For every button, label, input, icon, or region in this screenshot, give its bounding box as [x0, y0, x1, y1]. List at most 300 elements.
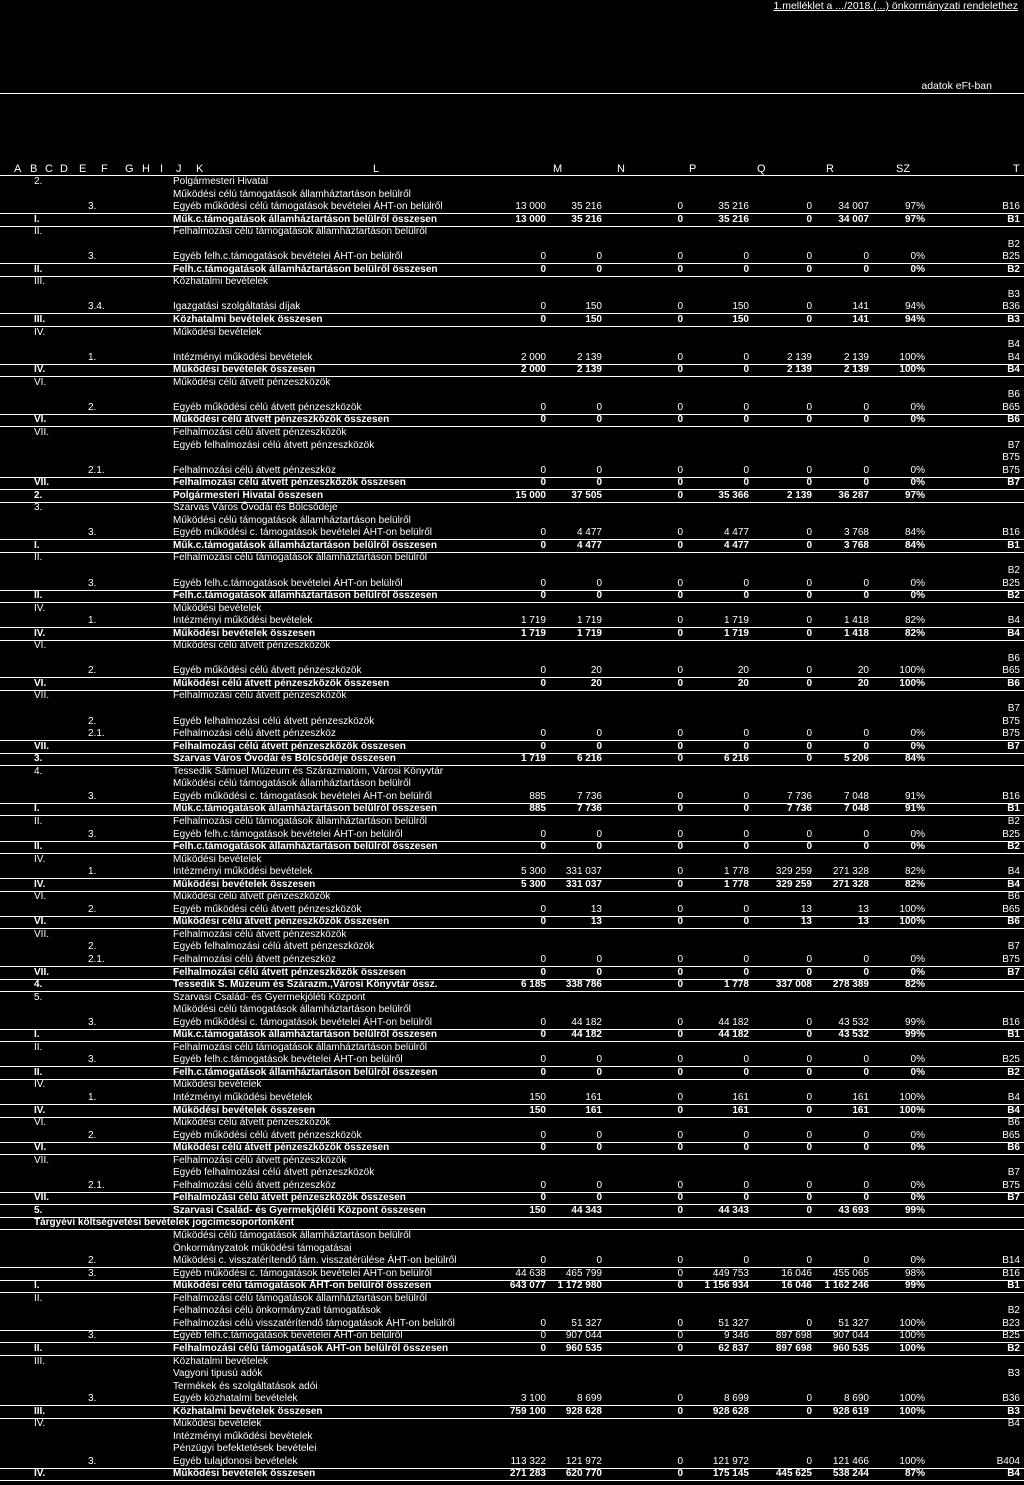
value-cell: 44 182 — [718, 1016, 749, 1028]
value-cell: 0 — [806, 1054, 812, 1066]
value-cell: 0 — [806, 677, 812, 689]
row-level: I. — [34, 1280, 40, 1292]
value-cell: 0 — [743, 966, 749, 978]
value-cell: 100% — [899, 1330, 925, 1342]
table-row — [0, 440, 1024, 452]
value-cell: 150 — [529, 1092, 546, 1103]
row-label: Működési bevételek összesen — [173, 1104, 316, 1116]
table-row — [0, 1318, 1024, 1331]
row-label: Intézményi működési bevételek — [173, 615, 313, 627]
row-code: B2 — [1007, 564, 1020, 576]
value-cell: 885 — [529, 803, 546, 815]
value-cell: 113 322 — [510, 1455, 546, 1467]
row-code: B75 — [1002, 715, 1020, 727]
table-row — [0, 615, 1024, 628]
row-label: Működési bevételek összesen — [173, 364, 316, 376]
row-subnumber: 3. — [88, 1054, 97, 1066]
row-label: Egyéb felh.c.támogatások bevételei ÁHT-on belülről — [173, 828, 403, 840]
row-code: B7 — [1007, 1192, 1020, 1204]
row-code: B6 — [1007, 891, 1020, 903]
value-cell: 51 327 — [718, 1317, 749, 1329]
row-level: IV. — [34, 1468, 46, 1480]
table-row — [0, 377, 1024, 389]
table-row — [0, 854, 1024, 866]
value-cell: 16 046 — [781, 1267, 812, 1279]
value-cell: 0 — [677, 1192, 683, 1204]
row-label: Szarvasi Család- és Gyermekjóléti Központ — [173, 991, 366, 1003]
value-cell: 150 — [732, 301, 749, 313]
value-cell: 0 — [806, 251, 812, 263]
table-row — [0, 728, 1024, 741]
value-cell: 20 — [737, 665, 749, 677]
value-cell: 0 — [743, 251, 749, 263]
table-row — [0, 1443, 1024, 1455]
row-level: VI. — [34, 376, 47, 388]
row-code: B23 — [1002, 1317, 1020, 1329]
row-level: III. — [34, 276, 46, 288]
row-level: VII. — [34, 1192, 50, 1204]
row-code: B25 — [1002, 828, 1020, 840]
value-cell: 0 — [677, 263, 683, 275]
table-row — [0, 992, 1024, 1004]
table-row — [0, 841, 1024, 854]
value-cell: 0 — [863, 577, 869, 589]
value-cell: 0 — [806, 753, 812, 765]
row-code: B25 — [1002, 577, 1020, 589]
value-cell: 0 — [677, 903, 683, 915]
row-level: IV. — [34, 1104, 46, 1116]
value-cell: 44 638 — [515, 1267, 546, 1279]
row-subnumber: 3. — [88, 527, 97, 539]
table-row — [0, 1330, 1024, 1343]
table-row — [0, 552, 1024, 564]
value-cell: 0 — [540, 527, 546, 539]
value-cell: 161 — [585, 1104, 602, 1116]
value-cell: 0% — [910, 966, 925, 978]
value-cell: 0% — [910, 464, 925, 476]
table-row — [0, 1305, 1024, 1317]
table-row — [0, 1079, 1024, 1091]
value-cell: 0 — [677, 677, 683, 689]
value-cell: 161 — [732, 1092, 749, 1103]
column-letter: E — [79, 163, 87, 175]
value-cell: 0 — [743, 351, 749, 363]
value-cell: 100% — [899, 1393, 925, 1405]
value-cell: 100% — [899, 364, 925, 376]
row-code: B36 — [1002, 301, 1020, 313]
value-cell: 100% — [899, 1405, 925, 1417]
value-cell: 0 — [677, 1317, 683, 1329]
value-cell: 0 — [863, 263, 869, 275]
value-cell: 0 — [677, 615, 683, 627]
value-cell: 0 — [540, 740, 546, 752]
row-code: B65 — [1002, 1129, 1020, 1141]
value-cell: 449 753 — [712, 1267, 749, 1279]
table-row — [0, 1017, 1024, 1030]
value-cell: 0 — [596, 401, 602, 413]
row-label: Működési célú átvett pénzeszközök — [173, 891, 331, 903]
value-cell: 960 535 — [565, 1342, 602, 1354]
value-cell: 0 — [540, 728, 546, 740]
row-label: Felhalmozási célú támogatások ÁHT-on belülről összesen — [173, 1342, 449, 1354]
value-cell: 161 — [852, 1104, 869, 1116]
value-cell: 0 — [677, 979, 683, 991]
value-cell: 0 — [596, 841, 602, 853]
value-cell: 0 — [677, 414, 683, 426]
value-cell: 0 — [677, 251, 683, 263]
value-cell: 0 — [596, 966, 602, 978]
table-row — [0, 1356, 1024, 1368]
table-row — [0, 1343, 1024, 1356]
value-cell: 91% — [904, 790, 925, 802]
value-cell: 0 — [863, 953, 869, 965]
value-cell: 8 699 — [723, 1393, 749, 1405]
value-cell: 0 — [596, 590, 602, 602]
row-code: B7 — [1007, 1167, 1020, 1179]
value-cell: 0 — [743, 1066, 749, 1078]
table-row — [0, 967, 1024, 980]
value-cell: 0 — [743, 1255, 749, 1267]
value-cell: 1 778 — [723, 866, 749, 878]
row-label: Felhalmozási célú támogatások államháztartáson belülről — [173, 1292, 428, 1304]
row-subnumber: 2.1. — [88, 728, 105, 740]
row-level: IV. — [34, 602, 46, 614]
value-cell: 0 — [743, 903, 749, 915]
row-level: IV. — [34, 326, 46, 338]
value-cell: 0 — [743, 916, 749, 928]
value-cell: 0 — [540, 1192, 546, 1204]
value-cell: 0 — [863, 1054, 869, 1066]
value-cell: 0 — [596, 1054, 602, 1066]
table-row — [0, 1192, 1024, 1205]
table-row — [0, 1167, 1024, 1179]
value-cell: 885 — [529, 790, 546, 802]
table-row — [0, 690, 1024, 702]
table-row — [0, 1230, 1024, 1242]
row-code: B6 — [1007, 1117, 1020, 1129]
row-label: Felhalmozási célú átvett pénzeszköz — [173, 728, 336, 740]
row-label: Pénzügyi befektetések bevételei — [173, 1443, 317, 1455]
row-level: IV. — [34, 878, 46, 890]
value-cell: 6 185 — [520, 979, 546, 991]
value-cell: 0 — [540, 1342, 546, 1354]
column-letter: R — [826, 163, 834, 175]
value-cell: 0 — [677, 314, 683, 326]
row-label: Termékek és szolgáltatások adói — [173, 1380, 318, 1392]
table-row — [0, 239, 1024, 251]
value-cell: 35 216 — [571, 201, 602, 213]
value-cell: 0 — [540, 1330, 546, 1342]
value-cell: 51 327 — [838, 1317, 869, 1329]
row-code: B2 — [1007, 1342, 1020, 1354]
value-cell: 928 628 — [565, 1405, 602, 1417]
row-label: Közhatalmi bevételek összesen — [173, 1405, 323, 1417]
row-label: Működési célú átvett pénzeszközök — [173, 1117, 331, 1129]
row-label: Felh.c.támogatások államháztartáson belülről összesen — [173, 1066, 438, 1078]
value-cell: 0 — [743, 1142, 749, 1154]
value-cell: 0 — [540, 1054, 546, 1066]
value-cell: 0 — [863, 1129, 869, 1141]
table-row — [0, 665, 1024, 678]
value-cell: 13 — [590, 916, 602, 928]
table-row — [0, 1255, 1024, 1268]
row-code: B1 — [1007, 803, 1020, 815]
value-cell: 0 — [806, 1393, 812, 1405]
row-subnumber: 1. — [88, 615, 97, 627]
value-cell: 0 — [540, 916, 546, 928]
row-label: Felhalmozási célú átvett pénzeszközök összesen — [173, 740, 406, 752]
row-code: B16 — [1002, 790, 1020, 802]
value-cell: 0 — [677, 577, 683, 589]
value-cell: 0 — [806, 615, 812, 627]
value-cell: 0 — [677, 1393, 683, 1405]
value-cell: 0 — [540, 1142, 546, 1154]
table-row — [0, 1381, 1024, 1393]
value-cell: 2 139 — [843, 351, 869, 363]
row-label: Működési célú átvett pénzeszközök összesen — [173, 916, 390, 928]
row-code: B7 — [1007, 941, 1020, 953]
row-subnumber: 3. — [88, 201, 97, 213]
row-subnumber: 3. — [88, 1267, 97, 1279]
row-label: Tessedik Sámuel Múzeum és Szárazmalom, Városi Könyvtár — [173, 765, 444, 777]
table-row — [0, 565, 1024, 577]
row-label: Működési bevételek — [173, 1079, 262, 1091]
row-label: Működési bevételek összesen — [173, 1468, 316, 1480]
row-label: Közhatalmi bevételek — [173, 276, 269, 288]
value-cell: 0 — [677, 401, 683, 413]
row-code: B3 — [1007, 314, 1020, 326]
table-row — [0, 891, 1024, 903]
row-code: B4 — [1007, 364, 1020, 376]
value-cell: 0 — [677, 1179, 683, 1191]
row-code: B25 — [1002, 251, 1020, 263]
value-cell: 0 — [743, 464, 749, 476]
row-code: B3 — [1007, 288, 1020, 300]
value-cell: 0 — [540, 464, 546, 476]
row-code: B3 — [1007, 1405, 1020, 1417]
value-cell: 150 — [732, 314, 749, 326]
table-row — [0, 1393, 1024, 1406]
row-level: VII. — [34, 966, 50, 978]
document-annex-note: 1.melléklet a .../2018.(...) önkormányzati rendelethez — [773, 0, 1018, 12]
value-cell: 0 — [596, 1129, 602, 1141]
value-cell: 0 — [677, 878, 683, 890]
value-cell: 0 — [806, 1142, 812, 1154]
column-letter: N — [617, 163, 625, 175]
row-label: Önkormányzatok működési támogatásai — [173, 1242, 352, 1254]
row-subnumber: 2. — [88, 665, 97, 677]
table-row — [0, 603, 1024, 615]
row-level: II. — [34, 226, 43, 238]
value-cell: 1 778 — [723, 979, 749, 991]
row-code: B6 — [1007, 652, 1020, 664]
row-code: B2 — [1007, 238, 1020, 250]
value-cell: 0% — [910, 1179, 925, 1191]
value-cell: 0% — [910, 1054, 925, 1066]
row-label: Működési célú átvett pénzeszközök — [173, 640, 331, 652]
table-row — [0, 753, 1024, 766]
value-cell: 0 — [540, 841, 546, 853]
table-row — [0, 1293, 1024, 1305]
value-cell: 0 — [806, 665, 812, 677]
row-label: Felhalmozási célú támogatások államháztartáson belülről — [173, 1041, 428, 1053]
value-cell: 175 145 — [712, 1468, 749, 1480]
value-cell: 897 698 — [775, 1330, 812, 1342]
row-label: Működési bevételek — [173, 326, 262, 338]
value-cell: 0 — [806, 577, 812, 589]
value-cell: 44 182 — [571, 1029, 602, 1041]
row-subnumber: 3. — [88, 1016, 97, 1028]
row-level: I. — [34, 803, 40, 815]
row-level: II. — [34, 263, 43, 275]
table-row — [0, 427, 1024, 439]
row-label: Egyéb működési célú átvett pénzeszközök — [173, 665, 362, 677]
row-code: B7 — [1007, 477, 1020, 489]
value-cell: 6 216 — [576, 753, 602, 765]
row-code: B25 — [1002, 1054, 1020, 1066]
value-cell: 0 — [596, 1255, 602, 1267]
value-cell: 0 — [677, 477, 683, 489]
value-cell: 0 — [863, 251, 869, 263]
table-row — [0, 954, 1024, 967]
row-code: B2 — [1007, 1305, 1020, 1317]
column-letter: F — [101, 163, 108, 175]
value-cell: 44 182 — [718, 1029, 749, 1041]
value-cell: 0% — [910, 828, 925, 840]
table-row — [0, 778, 1024, 790]
row-level: II. — [34, 1342, 43, 1354]
table-row — [0, 1142, 1024, 1155]
column-letter: Q — [757, 163, 766, 175]
row-level: 2. — [34, 176, 43, 187]
row-label: Működési célú támogatások államháztartáson belülről — [173, 778, 411, 790]
value-cell: 7 048 — [843, 803, 869, 815]
table-row — [0, 1368, 1024, 1380]
table-row — [0, 1042, 1024, 1054]
value-cell: 0 — [677, 489, 683, 501]
value-cell: 0 — [806, 464, 812, 476]
row-level: IV. — [34, 627, 46, 639]
row-code: B7 — [1007, 740, 1020, 752]
value-cell: 0 — [743, 477, 749, 489]
value-cell: 0 — [743, 1054, 749, 1066]
value-cell: 100% — [899, 916, 925, 928]
table-row — [0, 189, 1024, 201]
value-cell: 0 — [806, 953, 812, 965]
row-label: Intézményi működési bevételek — [173, 866, 313, 878]
row-label: Felhalmozási célú átvett pénzeszközök — [173, 426, 347, 438]
row-subnumber: 2. — [88, 1255, 97, 1267]
row-code: B6 — [1007, 389, 1020, 401]
value-cell: 1 172 980 — [557, 1280, 602, 1292]
table-row — [0, 916, 1024, 929]
row-level: VI. — [34, 1142, 47, 1154]
value-cell: 4 477 — [576, 539, 602, 551]
value-cell: 34 007 — [838, 201, 869, 213]
value-cell: 1 162 246 — [824, 1280, 869, 1292]
row-subnumber: 2. — [88, 941, 97, 953]
value-cell: 0 — [677, 953, 683, 965]
value-cell: 82% — [904, 615, 925, 627]
row-label: Egyéb felhalmozási célú átvett pénzeszközök — [173, 439, 375, 451]
row-label: Működési célú átvett pénzeszközök összesen — [173, 1142, 390, 1154]
row-code: B14 — [1002, 1255, 1020, 1267]
row-code: B7 — [1007, 966, 1020, 978]
value-cell: 0 — [677, 627, 683, 639]
row-label: Szarvas Város Óvodái és Bölcsődéje — [173, 502, 338, 514]
value-cell: 0 — [863, 464, 869, 476]
value-cell: 0 — [806, 213, 812, 225]
table-row — [0, 301, 1024, 314]
row-level: III. — [34, 314, 46, 326]
value-cell: 0 — [806, 1016, 812, 1028]
value-cell: 100% — [899, 903, 925, 915]
value-cell: 0 — [596, 263, 602, 275]
value-cell: 7 736 — [576, 790, 602, 802]
value-cell: 620 770 — [565, 1468, 602, 1480]
value-cell: 9 346 — [723, 1330, 749, 1342]
row-code: B6 — [1007, 677, 1020, 689]
row-level: III. — [34, 1355, 46, 1367]
value-cell: 278 389 — [832, 979, 869, 991]
row-level: 4. — [34, 765, 43, 777]
value-cell: 0 — [806, 1066, 812, 1078]
table-row — [0, 1456, 1024, 1469]
row-code: B4 — [1007, 615, 1020, 627]
row-code: B1 — [1007, 539, 1020, 551]
table-row — [0, 1268, 1024, 1281]
row-label: Intézményi működési bevételek — [173, 351, 313, 363]
row-level: VII. — [34, 1154, 50, 1166]
value-cell: 0% — [910, 841, 925, 853]
row-label: Egyéb felh.c.támogatások bevételei ÁHT-on belülről — [173, 577, 403, 589]
row-code: B6 — [1007, 414, 1020, 426]
row-level: IV. — [34, 853, 46, 865]
value-cell: 0 — [540, 401, 546, 413]
row-level: 4. — [34, 979, 43, 991]
value-cell: 0 — [743, 263, 749, 275]
value-cell: 0 — [677, 590, 683, 602]
table-row — [0, 653, 1024, 665]
row-level: IV. — [34, 1418, 46, 1430]
value-cell: 100% — [899, 1342, 925, 1354]
value-cell: 0 — [596, 1066, 602, 1078]
row-level: Tárgyévi költségvetési bevételek jogcímcsoportonként — [34, 1217, 295, 1229]
value-cell: 100% — [899, 677, 925, 689]
table-row — [0, 1155, 1024, 1167]
value-cell: 1 719 — [723, 615, 749, 627]
value-cell: 0 — [806, 627, 812, 639]
value-cell: 759 100 — [509, 1405, 546, 1417]
value-cell: 0 — [743, 828, 749, 840]
value-cell: 99% — [904, 1016, 925, 1028]
row-label: Egyéb tulajdonosi bevételek — [173, 1455, 298, 1467]
row-code: B3 — [1007, 1368, 1020, 1380]
table-row — [0, 716, 1024, 728]
value-cell: 84% — [904, 527, 925, 539]
value-cell: 0 — [806, 263, 812, 275]
value-cell: 161 — [852, 1092, 869, 1103]
column-letter: A — [14, 163, 22, 175]
row-label: Egyéb felhalmozási célú átvett pénzeszközök — [173, 715, 375, 727]
row-code: B4 — [1007, 1468, 1020, 1480]
value-cell: 0 — [677, 1104, 683, 1116]
value-cell: 82% — [904, 878, 925, 890]
value-cell: 0 — [743, 590, 749, 602]
value-cell: 0 — [806, 590, 812, 602]
value-cell: 0 — [677, 1455, 683, 1467]
value-cell: 0 — [540, 1255, 546, 1267]
